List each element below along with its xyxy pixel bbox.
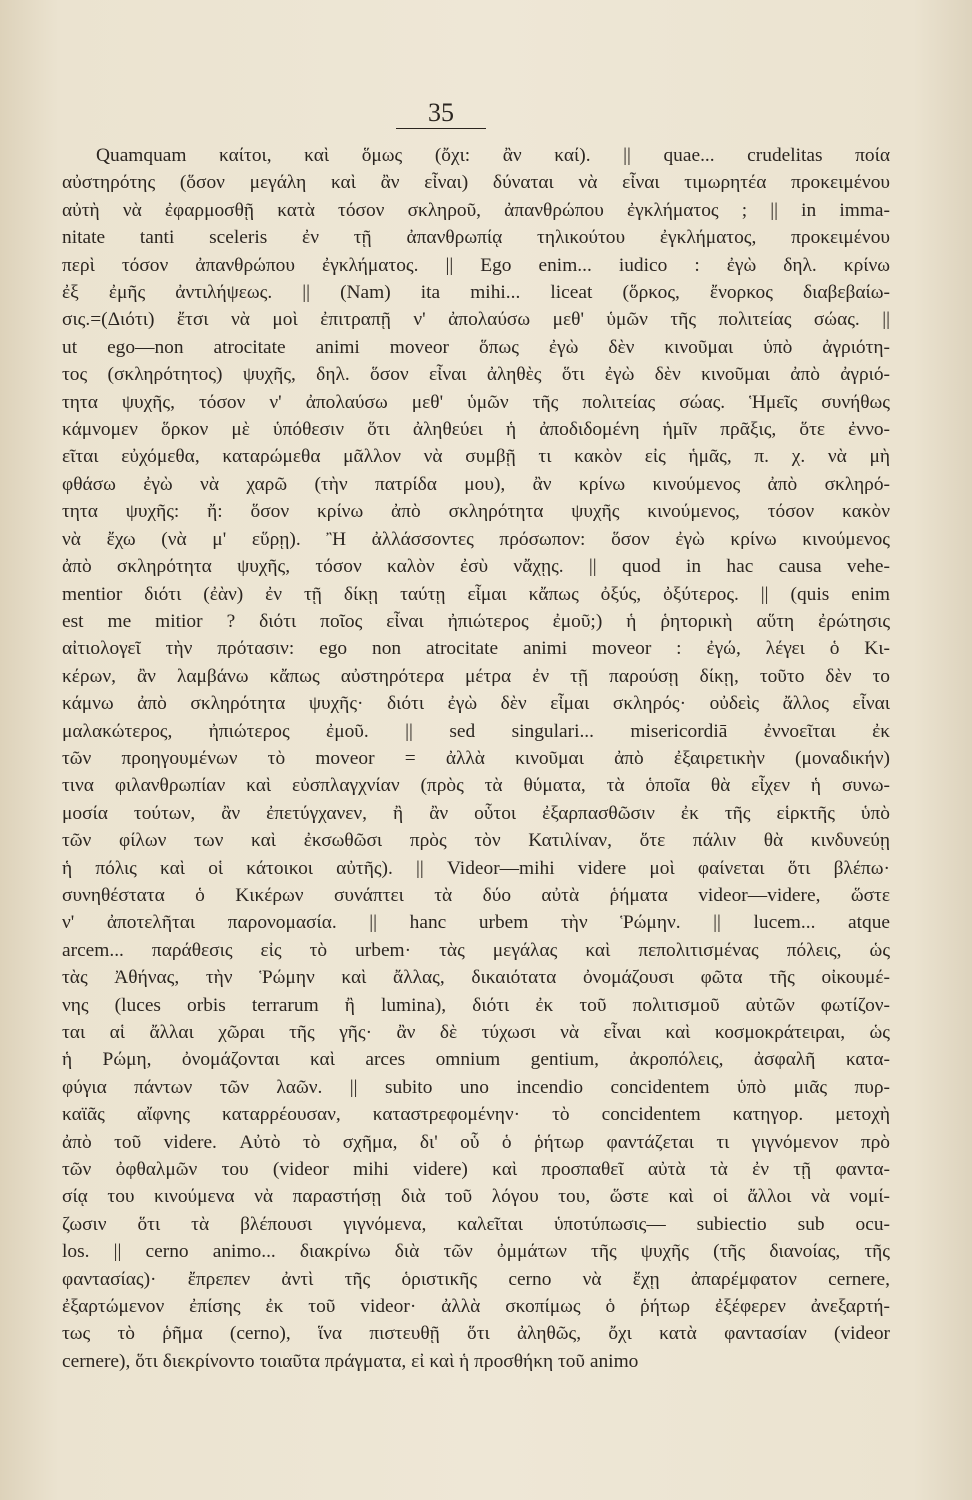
text-line: ἐξαρτώμενον ἐπίσης ἐκ τοῦ videor· ἀλλὰ σκοπίμως ὁ ῥήτωρ ἐξέφερεν ἀνεξαρτή-	[62, 1296, 890, 1318]
text-line: ται αἱ ἄλλαι χῶραι τῆς γῆς· ἂν δὲ τύχωσι νὰ εἶναι καὶ κοσμοκράτειραι, ὡς	[62, 1022, 890, 1043]
text-line: est me mitior ? διότι ποῖος εἶναι ἠπιώτερος ἐμοῦ;) ἡ ῥητορικὴ αὕτη ἐρώτησις	[62, 610, 890, 632]
text-line: κάμνω ἀπὸ σκληρότητα ψυχῆς· διότι ἐγὼ δὲν εἶμαι σκληρός· οὐδεὶς ἄλλος εἶναι	[62, 693, 890, 715]
text-line: φύγια πάντων τῶν λαῶν. || subito uno incendio concidentem ὑπὸ μιᾶς πυρ-	[62, 1076, 890, 1098]
text-line: cernere), ὅτι διεκρίνοντο τοιαῦτα πράγματα, εἰ καὶ ἡ προσθήκη τοῦ animo	[62, 1350, 639, 1372]
text-line: κέρων, ἂν λαμβάνω κἄπως αὐστηρότερα μέτρα ἐν τῇ παρούσῃ δίκῃ, τοῦτο δὲν το	[62, 665, 890, 687]
text-line: αὐτὴ νὰ ἐφαρμοσθῇ κατὰ τόσον σκληροῦ, ἀπανθρώπου ἐγκλήματος ; || in imma-	[62, 199, 890, 221]
text-line: σίᾳ του κινούμενα νὰ παραστήσῃ διὰ τοῦ λόγου του, ὥστε καὶ οἱ ἄλλοι νὰ νομί-	[62, 1186, 890, 1208]
text-line: los. || cerno animo... διακρίνω διὰ τῶν ὀμμάτων τῆς ψυχῆς (τῆς διανοίας, τῆς	[62, 1241, 890, 1263]
text-line: τῶν ὀφθαλμῶν του (videor mihi videre) καὶ προσπαθεῖ αὐτὰ τὰ ἐν τῇ φαντα-	[62, 1159, 890, 1181]
text-line: τῶν φίλων των καὶ ἐκσωθῶσι πρὸς τὸν Κατιλίναν, ὅτε πάλιν θὰ κινδυνεύῃ	[62, 830, 890, 852]
text-line: αὐστηρότης (ὅσον μεγάλη καὶ ἂν εἶναι) δύναται νὰ εἶναι τιμωρητέα προκειμένου	[62, 172, 890, 194]
text-line: ἐξ ἐμῆς ἀντιλήψεως. || (Nam) ita mihi... liceat (ὅρκος, ἔνορκος διαβεβαίω-	[62, 282, 890, 304]
text-line: ζωσιν ὅτι τὰ βλέπουσι γιγνόμενα, καλεῖται ὑποτύπωσις— subiectio sub ocu-	[62, 1213, 890, 1235]
text-line: τως τὸ ῥῆμα (cerno), ἵνα πιστευθῇ ὅτι ἀληθῶς, ὄχι κατὰ φαντασίαν (videor	[62, 1323, 890, 1345]
text-line: φθάσω ἐγὼ νὰ χαρῶ (τὴν πατρίδα μου), ἂν κρίνω κινούμενος ἀπὸ σκληρό-	[62, 473, 890, 495]
text-line: ἡ πόλις καὶ οἱ κάτοικοι αὐτῆς). || Videor—mihi videre μοὶ φαίνεται ὅτι βλέπω·	[62, 857, 890, 879]
text-line: τὰς Ἀθήνας, τὴν Ῥώμην καὶ ἄλλας, δικαιότατα ὀνομάζουσι φῶτα τῆς οἰκουμέ-	[62, 967, 890, 989]
commentary-text	[62, 142, 890, 1375]
text-line: μοσία τούτων, ἂν ἐπετύγχανεν, ἢ ἂν οὗτοι ἐξαρπασθῶσιν ἐκ τῆς εἱρκτῆς ὑπὸ	[62, 802, 890, 824]
text-line: καϊᾶς αἴφνης καταρρέουσαν, καταστρεφομένην· τὸ concidentem κατηγορ. μετοχὴ	[62, 1104, 890, 1126]
text-line: mentior διότι (ἐὰν) ἐν τῇ δίκῃ ταύτῃ εἶμαι κἄπως ὀξύς, ὀξύτερος. || (quis enim	[62, 583, 890, 605]
text-line: αἰτιολογεῖ τὴν πρότασιν: ego non atrocitate animi moveor : ἐγώ, λέγει ὁ Κι-	[62, 638, 890, 660]
text-line: ἀπὸ σκληρότητα ψυχῆς, τόσον καλὸν ἐσὺ νἄχῃς. || quod in hac causa vehe-	[62, 556, 890, 578]
text-line: τητα ψυχῆς: ἤ: ὅσον κρίνω ἀπὸ σκληρότητα ψυχῆς κινούμενος, τόσον κακὸν	[62, 501, 890, 523]
text-line: ut ego—non atrocitate animi moveor ὅπως ἐγὼ δὲν κινοῦμαι ὑπὸ ἀγριότη-	[62, 336, 890, 358]
page-number: 35	[428, 98, 454, 127]
text-line: νὰ ἔχω (νὰ μ' εὕρῃ). Ἢ ἀλλάσσοντες πρόσωπον: ὅσον ἐγὼ κρίνω κινούμενος	[62, 528, 890, 550]
text-line: μαλακώτερος, ἠπιώτερος ἐμοῦ. || sed singulari... misericordiā ἐννοεῖται ἐκ	[62, 720, 890, 742]
text-line: φαντασίας)· ἔπρεπεν ἀντὶ τῆς ὁριστικῆς cerno νὰ ἔχῃ ἀπαρέμφατον cernere,	[62, 1268, 890, 1290]
text-line: τινα φιλανθρωπίαν καὶ εὐσπλαγχνίαν (πρὸς τὰ θύματα, τὰ ὁποῖα θὰ εἶχεν ἡ συνω-	[62, 775, 890, 797]
text-line: συνηθέστατα ὁ Κικέρων συνάπτει τὰ δύο αὐτὰ ῥήματα videor—videre, ὥστε	[62, 884, 890, 906]
text-line: ν' ἀποτελῆται παρονομασία. || hanc urbem τὴν Ῥώμην. || lucem... atque	[62, 912, 890, 934]
text-line: περὶ τόσον ἀπανθρώπου ἐγκλήματος. || Ego enim... iudico : ἐγὼ δηλ. κρίνω	[62, 254, 890, 276]
text-line: nitate tanti sceleris ἐν τῇ ἀπανθρωπίᾳ τηλικούτου ἐγκλήματος, προκειμένου	[62, 227, 890, 249]
text-line: Quamquam καίτοι, καὶ ὅμως (ὄχι: ἂν καί). || quae... crudelitas ποία	[96, 145, 890, 166]
text-line: σις.=(Διότι) ἔτσι νὰ μοὶ ἐπιτραπῇ ν' ἀπολαύσω μεθ' ὑμῶν τῆς πολιτείας σώας. ||	[62, 309, 890, 331]
page-number-underline	[396, 128, 486, 129]
text-line: ἀπὸ τοῦ videre. Αὐτὸ τὸ σχῆμα, δι' οὗ ὁ ῥήτωρ φαντάζεται τι γιγνόμενον πρὸ	[62, 1131, 890, 1153]
text-line: νης (luces orbis terrarum ἢ lumina), διότι ἐκ τοῦ πολιτισμοῦ αὐτῶν φωτίζον-	[62, 994, 890, 1016]
text-line: τητα ψυχῆς, τόσον ν' ἀπολαύσω μεθ' ὑμῶν τῆς πολιτείας σώας. Ἡμεῖς συνήθως	[62, 391, 890, 413]
text-line: εῖται εὐχόμεθα, καταρώμεθα μᾶλλον νὰ συμβῇ τι κακὸν εἰς ἡμᾶς, π. χ. νὰ μὴ	[62, 446, 890, 468]
text-line: τῶν προηγουμένων τὸ moveor = ἀλλὰ κινοῦμαι ἀπὸ ἐξαιρετικὴν (μοναδικήν)	[62, 747, 890, 769]
text-line: arcem... παράθεσις εἰς τὸ urbem· τὰς μεγάλας καὶ πεπολιτισμένας πόλεις, ὡς	[62, 939, 890, 961]
text-line: κάμνομεν ὅρκον μὲ ὑπόθεσιν ὅτι ἀληθεύει ἡ ἀποδιδομένη ἡμῖν πρᾶξις, ὅτε ἐννο-	[62, 419, 890, 441]
text-line: ἡ Ρώμη, ὀνομάζονται καὶ arces omnium gentium, ἀκροπόλεις, ἀσφαλῆ κατα-	[62, 1049, 890, 1071]
text-line: τος (σκληρότητος) ψυχῆς, δηλ. ὅσον εἶναι ἀληθὲς ὅτι ἐγὼ δὲν κινοῦμαι ἀπὸ ἀγριό-	[62, 364, 890, 386]
